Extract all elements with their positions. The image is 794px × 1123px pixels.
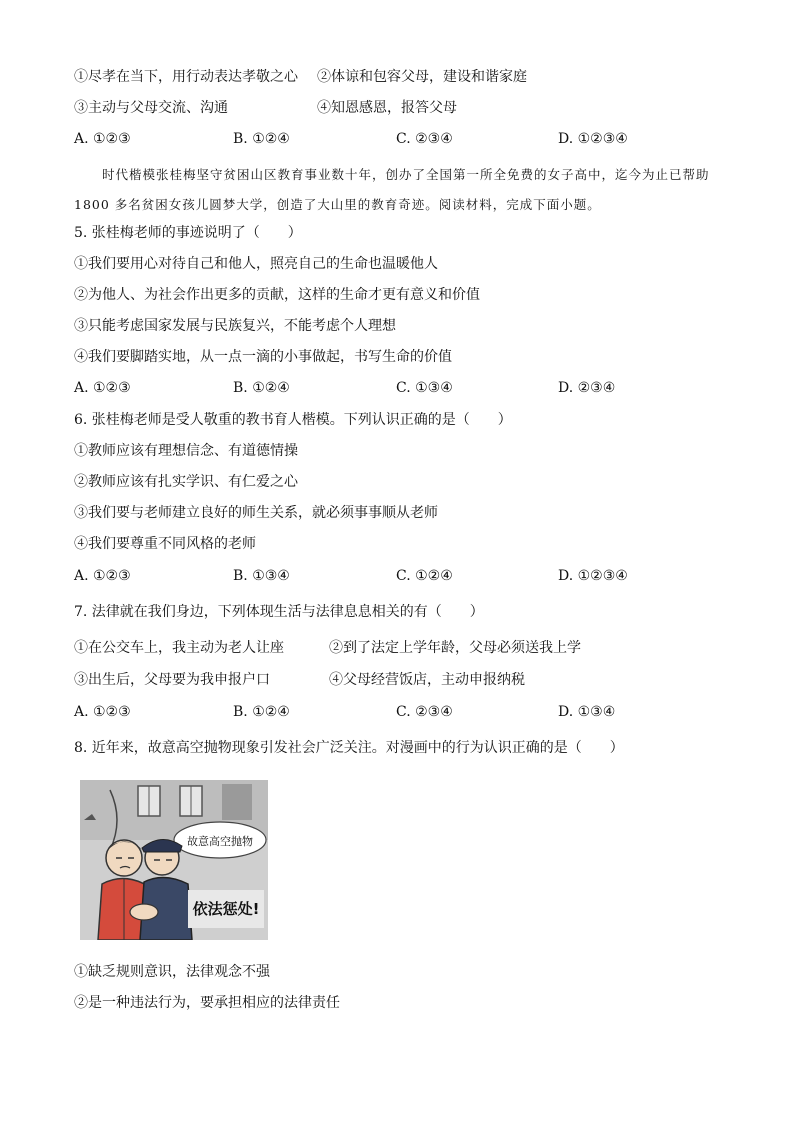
q8-item-1: ①缺乏规则意识，法律观念不强 [74,964,270,980]
q5-item-2: ②为他人、为社会作出更多的贡献，这样的生命才更有意义和价值 [74,287,480,303]
q6-item-2: ②教师应该有扎实学识、有仁爱之心 [74,474,298,490]
q4-item-4: ④知恩感恩，报答父母 [317,100,457,116]
q6-item-3: ③我们要与老师建立良好的师生关系，就必须事事顺从老师 [74,505,438,521]
q7-option-c: C. ②③④ [396,704,453,720]
q7-stem: 7. 法律就在我们身边，下列体现生活与法律息息相关的有（ ） [74,604,484,620]
cartoon-illustration [80,780,268,940]
q4-item-3: ③主动与父母交流、沟通 [74,100,228,116]
q7-option-b: B. ①②④ [233,704,290,720]
q6-option-a: A. ①②③ [74,568,131,584]
q5-item-1: ①我们要用心对待自己和他人，照亮自己的生命也温暖他人 [74,256,438,272]
q5-option-b: B. ①②④ [233,380,290,396]
q5-option-c: C. ①③④ [396,380,453,396]
q4-option-d: D. ①②③④ [558,131,628,147]
q6-option-c: C. ①②④ [396,568,453,584]
q6-item-1: ①教师应该有理想信念、有道德情操 [74,443,298,459]
q5-option-d: D. ②③④ [558,380,616,396]
q4-item-2: ②体谅和包容父母，建设和谐家庭 [317,69,527,85]
q8-stem: 8. 近年来，故意高空抛物现象引发社会广泛关注。对漫画中的行为认识正确的是（ ） [74,740,624,756]
q5-option-a: A. ①②③ [74,380,131,396]
q7-option-a: A. ①②③ [74,704,131,720]
q4-option-a: A. ①②③ [74,131,131,147]
q4-option-c: C. ②③④ [396,131,453,147]
q5-stem: 5. 张桂梅老师的事迹说明了（ ） [74,225,302,241]
q7-item-2: ②到了法定上学年龄，父母必须送我上学 [329,640,581,656]
cartoon-bubble-text: 故意高空抛物 [187,835,253,848]
cartoon-caption: 依法惩处! [192,900,260,918]
reading-passage: 时代楷模张桂梅坚守贫困山区教育事业数十年，创办了全国第一所全免费的女子高中，迄今为止已帮助 1800 多名贫困女孩儿圆梦大学，创造了大山里的教育奇迹。阅读材料，完成下面小题。 [74,167,710,212]
q6-stem: 6. 张桂梅老师是受人敬重的教书育人楷模。下列认识正确的是（ ） [74,412,512,428]
q7-item-1: ①在公交车上，我主动为老人让座 [74,640,284,656]
q4-option-b: B. ①②④ [233,131,290,147]
q7-item-4: ④父母经营饭店，主动申报纳税 [329,672,525,688]
q7-item-3: ③出生后，父母要为我申报户口 [74,672,270,688]
q5-item-3: ③只能考虑国家发展与民族复兴，不能考虑个人理想 [74,318,396,334]
q6-option-b: B. ①③④ [233,568,290,584]
q4-item-1: ①尽孝在当下，用行动表达孝敬之心 [74,69,298,85]
q8-item-2: ②是一种违法行为，要承担相应的法律责任 [74,995,340,1011]
q6-option-d: D. ①②③④ [558,568,628,584]
q7-option-d: D. ①③④ [558,704,616,720]
q5-item-4: ④我们要脚踏实地，从一点一滴的小事做起，书写生命的价值 [74,349,452,365]
q6-item-4: ④我们要尊重不同风格的老师 [74,536,256,552]
